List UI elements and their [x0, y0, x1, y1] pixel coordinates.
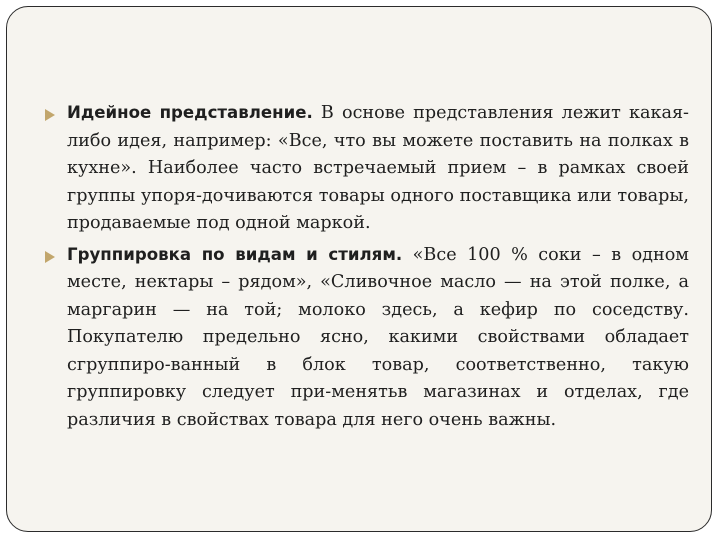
bullet-body: В основе представления лежит какая-либо идея, например: «Все, что вы можете поставить на полках в кухне». Наиболее часто встречаемый прием – в рамках своей группы упоря-дочиваются товары одного поставщика или товары, продаваемые под одной маркой.	[67, 103, 690, 233]
bullet-paragraph	[67, 241, 689, 435]
bullet-arrow-icon	[45, 251, 55, 263]
bullet-item-grouping-by-type	[41, 241, 689, 435]
slide-frame	[6, 6, 712, 532]
bullet-heading: Группировка по видам и стилям.	[67, 244, 403, 264]
bullet-body: «Все 100 % соки – в одном месте, нектары – рядом», «Сливочное масло — на этой полке, а маргарин — на той; молоко здесь, а кефир по соседству. Покупателю предельно ясно, какими свойствами обладает сгруппиро-ванный в блок товар, соответственно, такую группировку следует при-менятьв магазинах и отделах, где различия в свойствах товара для него очень важны.	[67, 244, 689, 430]
bullet-arrow-icon	[45, 109, 55, 121]
bullet-item-ideological-presentation	[41, 99, 689, 238]
bullet-paragraph	[67, 99, 689, 238]
slide-content	[41, 99, 689, 437]
bullet-heading: Идейное представление.	[67, 103, 313, 122]
